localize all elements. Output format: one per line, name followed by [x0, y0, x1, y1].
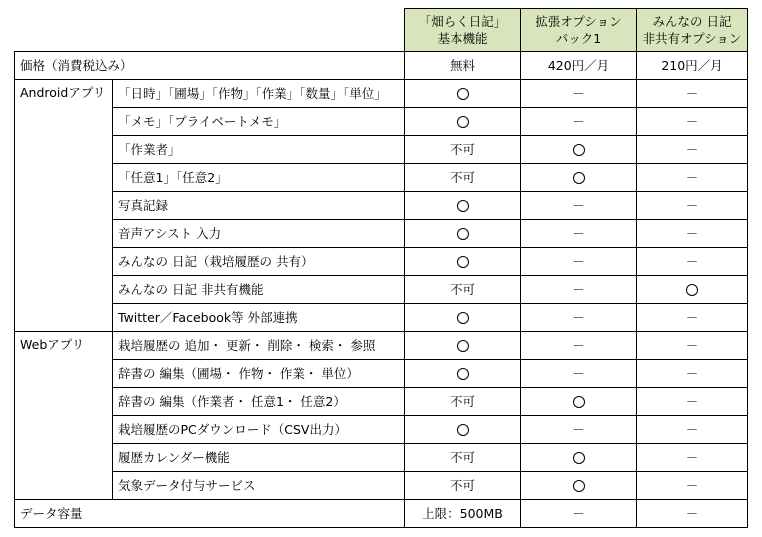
android-feature-name: 「メモ」「プライベートメモ」	[113, 108, 405, 136]
android-row	[15, 136, 748, 164]
not-applicable-dash: －	[685, 197, 699, 213]
android-nonshare-value	[637, 80, 748, 108]
web-basic-value	[405, 472, 521, 500]
not-applicable-dash: －	[685, 253, 699, 269]
available-circle-icon	[457, 88, 469, 100]
not-applicable-dash: －	[685, 141, 699, 157]
android-row	[15, 220, 748, 248]
web-pack1-value	[521, 388, 637, 416]
web-basic-value	[405, 444, 521, 472]
android-pack1-value	[521, 164, 637, 192]
android-pack1-value	[521, 248, 637, 276]
header-basic	[405, 9, 521, 52]
not-applicable-dash: －	[685, 421, 699, 437]
not-applicable-dash: －	[685, 337, 699, 353]
web-feature-name: 履歴カレンダー機能	[113, 444, 405, 472]
price-nonshare: 210円／月	[637, 52, 748, 80]
header-blank	[15, 9, 113, 52]
android-pack1-value	[521, 304, 637, 332]
web-pack1-value	[521, 332, 637, 360]
web-feature-name: 辞書の 編集（作業者・ 任意1・ 任意2）	[113, 388, 405, 416]
android-basic-value	[405, 136, 521, 164]
storage-basic-value	[405, 500, 521, 528]
storage-row	[15, 500, 748, 528]
storage-pack1-value	[521, 500, 637, 528]
android-feature-name: 「日時」「圃場」「作物」「作業」「数量」「単位」	[113, 80, 405, 108]
price-label: 価格（消費税込み）	[15, 52, 405, 80]
header-pack1	[521, 9, 637, 52]
value-text: 不可	[449, 169, 475, 185]
not-applicable-dash: －	[685, 505, 699, 521]
web-row	[15, 332, 748, 360]
not-applicable-dash: －	[572, 281, 585, 297]
not-applicable-dash: －	[685, 169, 699, 185]
android-feature-name: 「作業者」	[113, 136, 405, 164]
web-row	[15, 416, 748, 444]
web-pack1-value	[521, 360, 637, 388]
android-pack1-value	[521, 276, 637, 304]
android-feature-name: Twitter／Facebook等 外部連携	[113, 304, 405, 332]
web-feature-name: 栽培履歴のPCダウンロード（CSV出力）	[113, 416, 405, 444]
available-circle-icon	[457, 424, 469, 436]
available-circle-icon	[573, 396, 585, 408]
web-feature-name: 気象データ付与サービス	[113, 472, 405, 500]
web-row	[15, 360, 748, 388]
web-row	[15, 472, 748, 500]
available-circle-icon	[573, 452, 585, 464]
android-nonshare-value	[637, 276, 748, 304]
storage-nonshare-value	[637, 500, 748, 528]
header-basic-line2: 基本機能	[437, 31, 488, 46]
android-row	[15, 80, 748, 108]
web-pack1-value	[521, 416, 637, 444]
available-circle-icon	[457, 340, 469, 352]
web-basic-value	[405, 388, 521, 416]
android-row	[15, 164, 748, 192]
android-row	[15, 192, 748, 220]
web-nonshare-value	[637, 444, 748, 472]
available-circle-icon	[573, 172, 585, 184]
web-nonshare-value	[637, 472, 748, 500]
android-pack1-value	[521, 192, 637, 220]
not-applicable-dash: －	[685, 449, 699, 465]
value-text: 不可	[449, 141, 475, 157]
android-nonshare-value	[637, 164, 748, 192]
value-text: 不可	[449, 449, 475, 465]
header-pack1-line1: 拡張オプション	[535, 14, 622, 29]
available-circle-icon	[573, 480, 585, 492]
web-basic-value	[405, 332, 521, 360]
header-blank	[113, 9, 405, 52]
android-feature-name: 音声アシスト 入力	[113, 220, 405, 248]
not-applicable-dash: －	[572, 253, 585, 269]
available-circle-icon	[457, 256, 469, 268]
android-nonshare-value	[637, 304, 748, 332]
not-applicable-dash: －	[685, 309, 699, 325]
available-circle-icon	[686, 284, 698, 296]
header-nonshare-line1: みんなの 日記	[652, 14, 732, 29]
android-feature-name: みんなの 日記 非共有機能	[113, 276, 405, 304]
android-row	[15, 108, 748, 136]
android-basic-value	[405, 304, 521, 332]
android-feature-name: みんなの 日記（栽培履歴の 共有）	[113, 248, 405, 276]
android-basic-value	[405, 192, 521, 220]
available-circle-icon	[457, 116, 469, 128]
android-pack1-value	[521, 220, 637, 248]
not-applicable-dash: －	[572, 197, 585, 213]
android-nonshare-value	[637, 192, 748, 220]
header-pack1-line2: パック1	[555, 31, 602, 46]
web-pack1-value	[521, 444, 637, 472]
android-basic-value	[405, 220, 521, 248]
android-pack1-value	[521, 108, 637, 136]
available-circle-icon	[457, 200, 469, 212]
android-feature-name: 「任意1」「任意2」	[113, 164, 405, 192]
header-nonshare	[637, 9, 748, 52]
android-basic-value	[405, 248, 521, 276]
web-basic-value	[405, 360, 521, 388]
web-nonshare-value	[637, 416, 748, 444]
header-row	[15, 9, 748, 52]
web-pack1-value	[521, 472, 637, 500]
android-pack1-value	[521, 80, 637, 108]
android-feature-name: 写真記録	[113, 192, 405, 220]
web-basic-value	[405, 416, 521, 444]
android-basic-value	[405, 108, 521, 136]
android-basic-value	[405, 164, 521, 192]
web-feature-name: 辞書の 編集（圃場・ 作物・ 作業・ 単位）	[113, 360, 405, 388]
android-basic-value	[405, 80, 521, 108]
web-category-label: Webアプリ	[15, 332, 113, 500]
available-circle-icon	[457, 228, 469, 240]
web-row	[15, 444, 748, 472]
not-applicable-dash: －	[685, 477, 699, 493]
not-applicable-dash: －	[572, 421, 585, 437]
not-applicable-dash: －	[685, 113, 699, 129]
not-applicable-dash: －	[572, 225, 585, 241]
header-basic-line1: 「畑らく日記」	[418, 14, 507, 29]
price-basic: 無料	[405, 52, 521, 80]
value-text: 不可	[449, 477, 475, 493]
not-applicable-dash: －	[572, 505, 585, 521]
available-circle-icon	[573, 144, 585, 156]
value-text: 上限：500MB	[422, 505, 503, 521]
android-nonshare-value	[637, 248, 748, 276]
web-nonshare-value	[637, 388, 748, 416]
price-pack1: 420円／月	[521, 52, 637, 80]
web-feature-name: 栽培履歴の 追加・ 更新・ 削除・ 検索・ 参照	[113, 332, 405, 360]
android-nonshare-value	[637, 220, 748, 248]
storage-label: データ容量	[15, 500, 405, 528]
available-circle-icon	[457, 312, 469, 324]
not-applicable-dash: －	[685, 225, 699, 241]
not-applicable-dash: －	[572, 309, 585, 325]
not-applicable-dash: －	[572, 85, 585, 101]
android-row	[15, 248, 748, 276]
not-applicable-dash: －	[685, 365, 699, 381]
not-applicable-dash: －	[572, 337, 585, 353]
not-applicable-dash: －	[572, 113, 585, 129]
value-text: 不可	[449, 281, 475, 297]
android-category-label: Androidアプリ	[15, 80, 113, 332]
not-applicable-dash: －	[685, 85, 699, 101]
android-basic-value	[405, 276, 521, 304]
header-nonshare-line2: 非共有オプション	[642, 31, 742, 46]
android-row	[15, 304, 748, 332]
feature-comparison-table	[14, 8, 748, 528]
value-text: 不可	[449, 393, 475, 409]
web-nonshare-value	[637, 332, 748, 360]
web-row	[15, 388, 748, 416]
available-circle-icon	[457, 368, 469, 380]
android-pack1-value	[521, 136, 637, 164]
android-nonshare-value	[637, 136, 748, 164]
android-nonshare-value	[637, 108, 748, 136]
price-row	[15, 52, 748, 80]
not-applicable-dash: －	[685, 393, 699, 409]
web-nonshare-value	[637, 360, 748, 388]
android-row	[15, 276, 748, 304]
not-applicable-dash: －	[572, 365, 585, 381]
